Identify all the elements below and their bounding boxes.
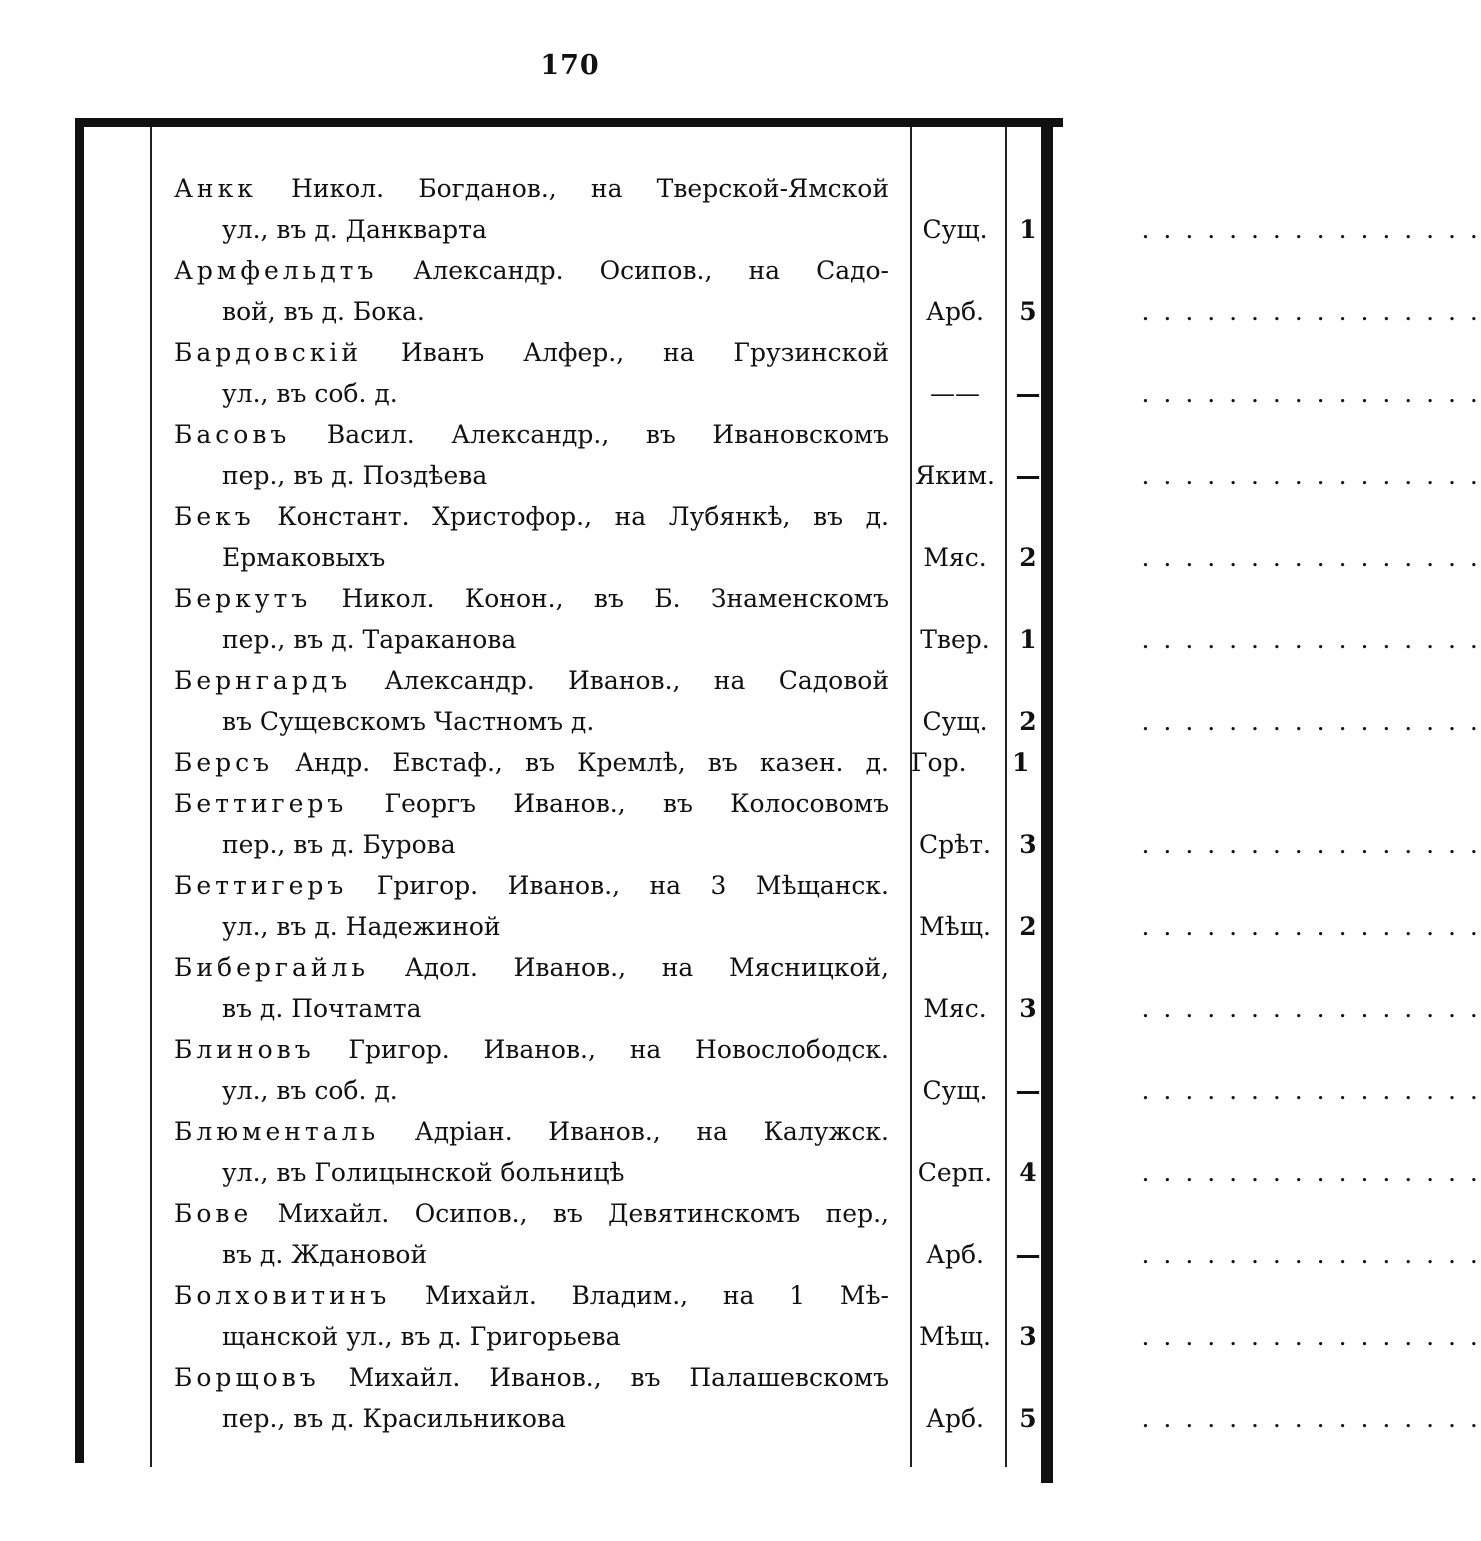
entry-line-1-text: Григор. Иванов., на 3 Мѣщанск. <box>376 871 889 900</box>
list-item <box>174 496 1044 578</box>
list-item <box>174 660 1044 742</box>
entry-line-2 <box>174 701 1037 742</box>
entry-district: Мѣщ. <box>919 1322 991 1351</box>
entry-district: Мяс. <box>923 543 987 572</box>
entry-part: 3 <box>1019 830 1037 859</box>
list-item <box>174 742 1044 783</box>
entry-surname: Бибергайль <box>174 953 370 982</box>
entry-line-2-text: въ Сущевскомъ Частномъ д. <box>222 707 600 736</box>
entry-line-1 <box>174 865 889 906</box>
entry-line-2 <box>174 1316 1037 1357</box>
entry-surname: Блиновъ <box>174 1035 315 1064</box>
entry-part: — <box>1015 1076 1041 1105</box>
entry-part: — <box>1015 1240 1041 1269</box>
entry-line-2-text: ул., въ соб. д. <box>222 1076 404 1105</box>
entry-surname: Борщовъ <box>174 1363 320 1392</box>
entry-line-2 <box>174 906 1037 947</box>
entry-line-1-text: Никол. Конон., въ Б. Знаменскомъ <box>341 584 889 613</box>
entry-part: 2 <box>1019 707 1037 736</box>
entry-surname: Блюменталь <box>174 1117 380 1146</box>
entry-line-2 <box>174 291 1037 332</box>
entry-line-1-text: Адріан. Иванов., на Калужск. <box>414 1117 889 1146</box>
entry-district: Твер. <box>920 625 990 654</box>
entry-surname: Бернгардъ <box>174 666 352 695</box>
entry-line-1-text: Александр. Иванов., на Садовой <box>384 666 889 695</box>
entry-district: Серп. <box>917 1158 993 1187</box>
entry-line-1-text: Григор. Иванов., на Новослободск. <box>348 1035 889 1064</box>
page-number: 170 <box>540 50 600 81</box>
left-rule <box>75 118 84 1463</box>
entry-surname: Анкк <box>174 174 257 203</box>
entry-district: Яким. <box>915 461 995 490</box>
entry-line-2-text: въ д. Почтамта <box>222 994 428 1023</box>
entry-district: Арб. <box>926 1240 984 1269</box>
entry-line-1-text: Констант. Христофор., на Лубянкѣ, въ д. <box>277 502 889 531</box>
entry-district: Мѣщ. <box>919 912 991 941</box>
entry-surname: Басовъ <box>174 420 291 449</box>
entry-line-1 <box>174 1029 889 1070</box>
list-item <box>174 865 1044 947</box>
list-item <box>174 947 1044 1029</box>
column-divider-name <box>150 127 152 1467</box>
entry-part: — <box>1015 379 1041 408</box>
entry-line-1 <box>174 1275 889 1316</box>
entry-district: —— <box>930 379 980 408</box>
entry-line-1 <box>174 660 889 701</box>
entry-part: 3 <box>1019 1322 1037 1351</box>
entry-line-1-text: Никол. Богданов., на Тверской-Ямской <box>291 174 889 203</box>
entry-line-2 <box>174 537 1037 578</box>
entry-line-2-text: Ермаковыхъ <box>222 543 391 572</box>
entry-line-1 <box>174 1357 889 1398</box>
list-item <box>174 1111 1044 1193</box>
entry-district: Арб. <box>926 1404 984 1433</box>
entry-surname: Бардовскій <box>174 338 363 367</box>
entry-line-2 <box>174 988 1037 1029</box>
top-rule <box>75 118 1063 127</box>
entry-line-1 <box>174 947 889 988</box>
entry-part: 1 <box>1012 748 1030 777</box>
entry-district: Мяс. <box>923 994 987 1023</box>
entry-line-1-text: Георгъ Иванов., въ Колосовомъ <box>384 789 889 818</box>
entry-surname: Беркутъ <box>174 584 312 613</box>
entry-line-1 <box>174 742 1030 783</box>
entry-line-1 <box>174 578 889 619</box>
entry-line-2-text: пер., въ д. Красильникова <box>222 1404 572 1433</box>
entry-part: 3 <box>1019 994 1037 1023</box>
entry-line-1-text: Михайл. Иванов., въ Палашевскомъ <box>348 1363 889 1392</box>
entry-surname: Беттигеръ <box>174 871 348 900</box>
entry-line-2-text: ул., въ д. Данкварта <box>222 215 493 244</box>
entry-line-2 <box>174 1234 1041 1275</box>
entry-part: 5 <box>1019 297 1037 326</box>
entry-line-2 <box>174 824 1037 865</box>
list-item <box>174 1029 1044 1111</box>
entry-district: Сущ. <box>922 707 988 736</box>
entry-part: 2 <box>1019 912 1037 941</box>
entry-line-2-text: ул., въ д. Надежиной <box>222 912 507 941</box>
entry-line-1 <box>174 783 889 824</box>
entry-line-2 <box>174 209 1037 250</box>
entry-surname: Бове <box>174 1199 253 1228</box>
list-item <box>174 1275 1044 1357</box>
entry-line-2-text: ул., въ Голицынской больницѣ <box>222 1158 631 1187</box>
entries-list <box>174 168 1044 1439</box>
entry-line-1 <box>174 414 889 455</box>
entry-part: 2 <box>1019 543 1037 572</box>
entry-line-1-text: Иванъ Алфер., на Грузинской <box>400 338 889 367</box>
entry-line-2-text: въ д. Ждановой <box>222 1240 433 1269</box>
entry-line-2-text: ул., въ соб. д. <box>222 379 404 408</box>
entry-line-1-text: Васил. Александр., въ Ивановскомъ <box>326 420 889 449</box>
entry-part: 5 <box>1019 1404 1037 1433</box>
list-item <box>174 1193 1044 1275</box>
entry-line-2-text: пер., въ д. Бурова <box>222 830 462 859</box>
entry-line-1-text: Александр. Осипов., на Садо- <box>413 256 890 285</box>
entry-district: Сущ. <box>922 1076 988 1105</box>
entry-surname: Армфельдтъ <box>174 256 378 285</box>
entry-surname: Берсъ <box>174 748 274 777</box>
entry-district: Арб. <box>926 297 984 326</box>
entry-line-2 <box>174 1398 1037 1439</box>
list-item <box>174 250 1044 332</box>
entry-surname: Болховитинъ <box>174 1281 391 1310</box>
entry-district: Сущ. <box>922 215 988 244</box>
list-item <box>174 168 1044 250</box>
entry-line-1 <box>174 168 889 209</box>
entry-line-1-text: Андр. Евстаф., въ Кремлѣ, въ казен. д. <box>295 748 889 777</box>
entry-part: 1 <box>1019 215 1037 244</box>
entry-line-1-text: Михайл. Осипов., въ Девятинскомъ пер., <box>277 1199 889 1228</box>
entry-district: Гор. <box>911 748 967 777</box>
list-item <box>174 332 1044 414</box>
entry-line-1-text: Михайл. Владим., на 1 Мѣ- <box>425 1281 889 1310</box>
entry-line-1 <box>174 1193 889 1234</box>
entry-line-1 <box>174 496 889 537</box>
list-item <box>174 414 1044 496</box>
entry-line-2-text: пер., въ д. Поздѣева <box>222 461 493 490</box>
list-item <box>174 783 1044 865</box>
entry-line-1 <box>174 332 889 373</box>
entry-district: Срѣт. <box>919 830 991 859</box>
list-item <box>174 578 1044 660</box>
list-item <box>174 1357 1044 1439</box>
entry-line-1 <box>174 250 889 291</box>
entry-surname: Беттигеръ <box>174 789 348 818</box>
entry-line-2 <box>174 1070 1041 1111</box>
entry-part: — <box>1015 461 1041 490</box>
entry-line-2-text: щанской ул., въ д. Григорьева <box>222 1322 627 1351</box>
entry-line-2-text: вой, въ д. Бока. <box>222 297 431 326</box>
entry-line-2 <box>174 619 1037 660</box>
entry-part: 4 <box>1019 1158 1037 1187</box>
entry-line-2 <box>174 373 1041 414</box>
entry-line-2 <box>174 455 1041 496</box>
entry-line-1-text: Адол. Иванов., на Мясницкой, <box>404 953 889 982</box>
entry-line-1 <box>174 1111 889 1152</box>
entry-line-2 <box>174 1152 1037 1193</box>
entry-part: 1 <box>1019 625 1037 654</box>
entry-line-2-text: пер., въ д. Тараканова <box>222 625 522 654</box>
entry-surname: Бекъ <box>174 502 255 531</box>
